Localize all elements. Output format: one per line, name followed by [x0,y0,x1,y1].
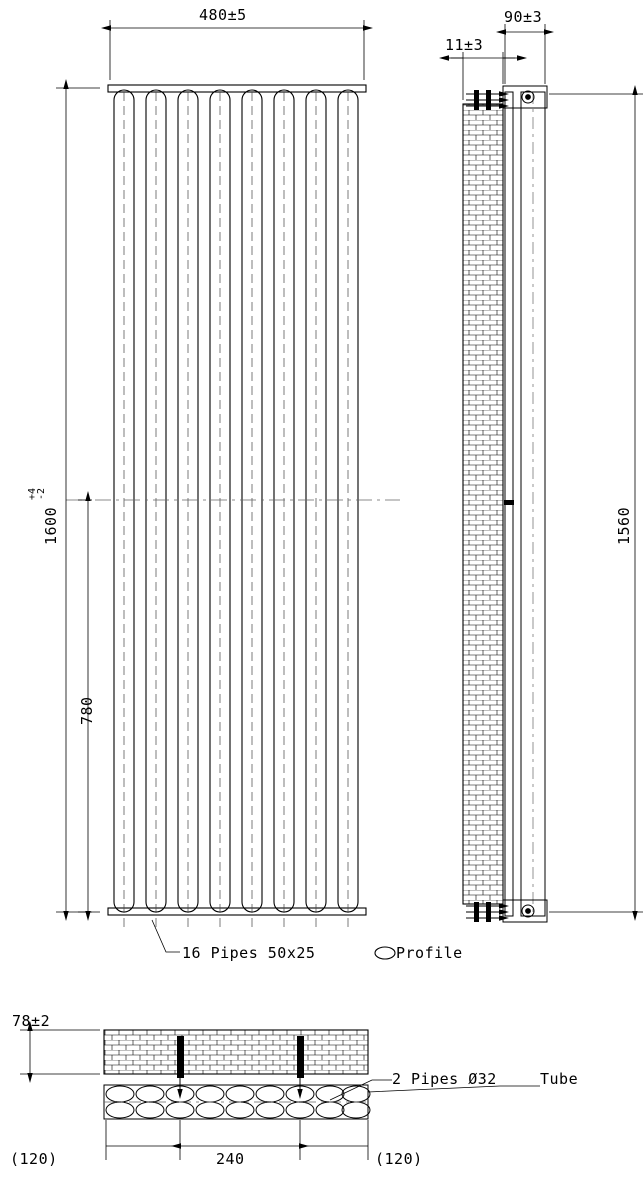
side-height-label: 1560 [615,506,633,545]
top-left-label: (120) [10,1150,58,1168]
dim-width-480 [110,20,364,80]
front-height-label: 1600 [42,506,60,545]
top-right-label: (120) [375,1150,423,1168]
front-pipes-note: 16 Pipes 50x25 [182,944,316,962]
tube-columns [114,90,358,912]
top-pipes-note: 2 Pipes Ø32 [392,1070,497,1088]
dim-depth-78 [20,1030,100,1074]
height-tol-plus: +4 [27,487,38,500]
top-tube-note: Tube [540,1070,579,1088]
side-depth-label: 11±3 [445,36,484,54]
dim-depth-11 [448,52,518,100]
front-profile-note: Profile [396,944,463,962]
top-center-label: 240 [216,1150,245,1168]
side-bracket-label: 90±3 [504,8,543,26]
top-depth-label: 78±2 [12,1012,51,1030]
leader-2pipes [330,1080,392,1100]
profile-ellipse-icon [375,947,395,959]
dim-height-1560 [549,94,643,912]
bottom-bracket [503,900,547,922]
dim-bracket-90 [505,24,545,84]
tube-centerlines [124,92,348,930]
side-center-joint [504,500,514,505]
side-view-group [448,24,643,922]
height-tol-minus: -2 [36,487,47,500]
front-view-group [56,20,400,959]
top-section-view-group [20,1030,540,1160]
top-bracket [503,86,547,108]
front-height-tolerance [28,488,46,500]
front-width-label: 480±5 [199,6,247,24]
front-half-height-label: 780 [78,696,96,725]
bottom-connector [466,902,500,922]
